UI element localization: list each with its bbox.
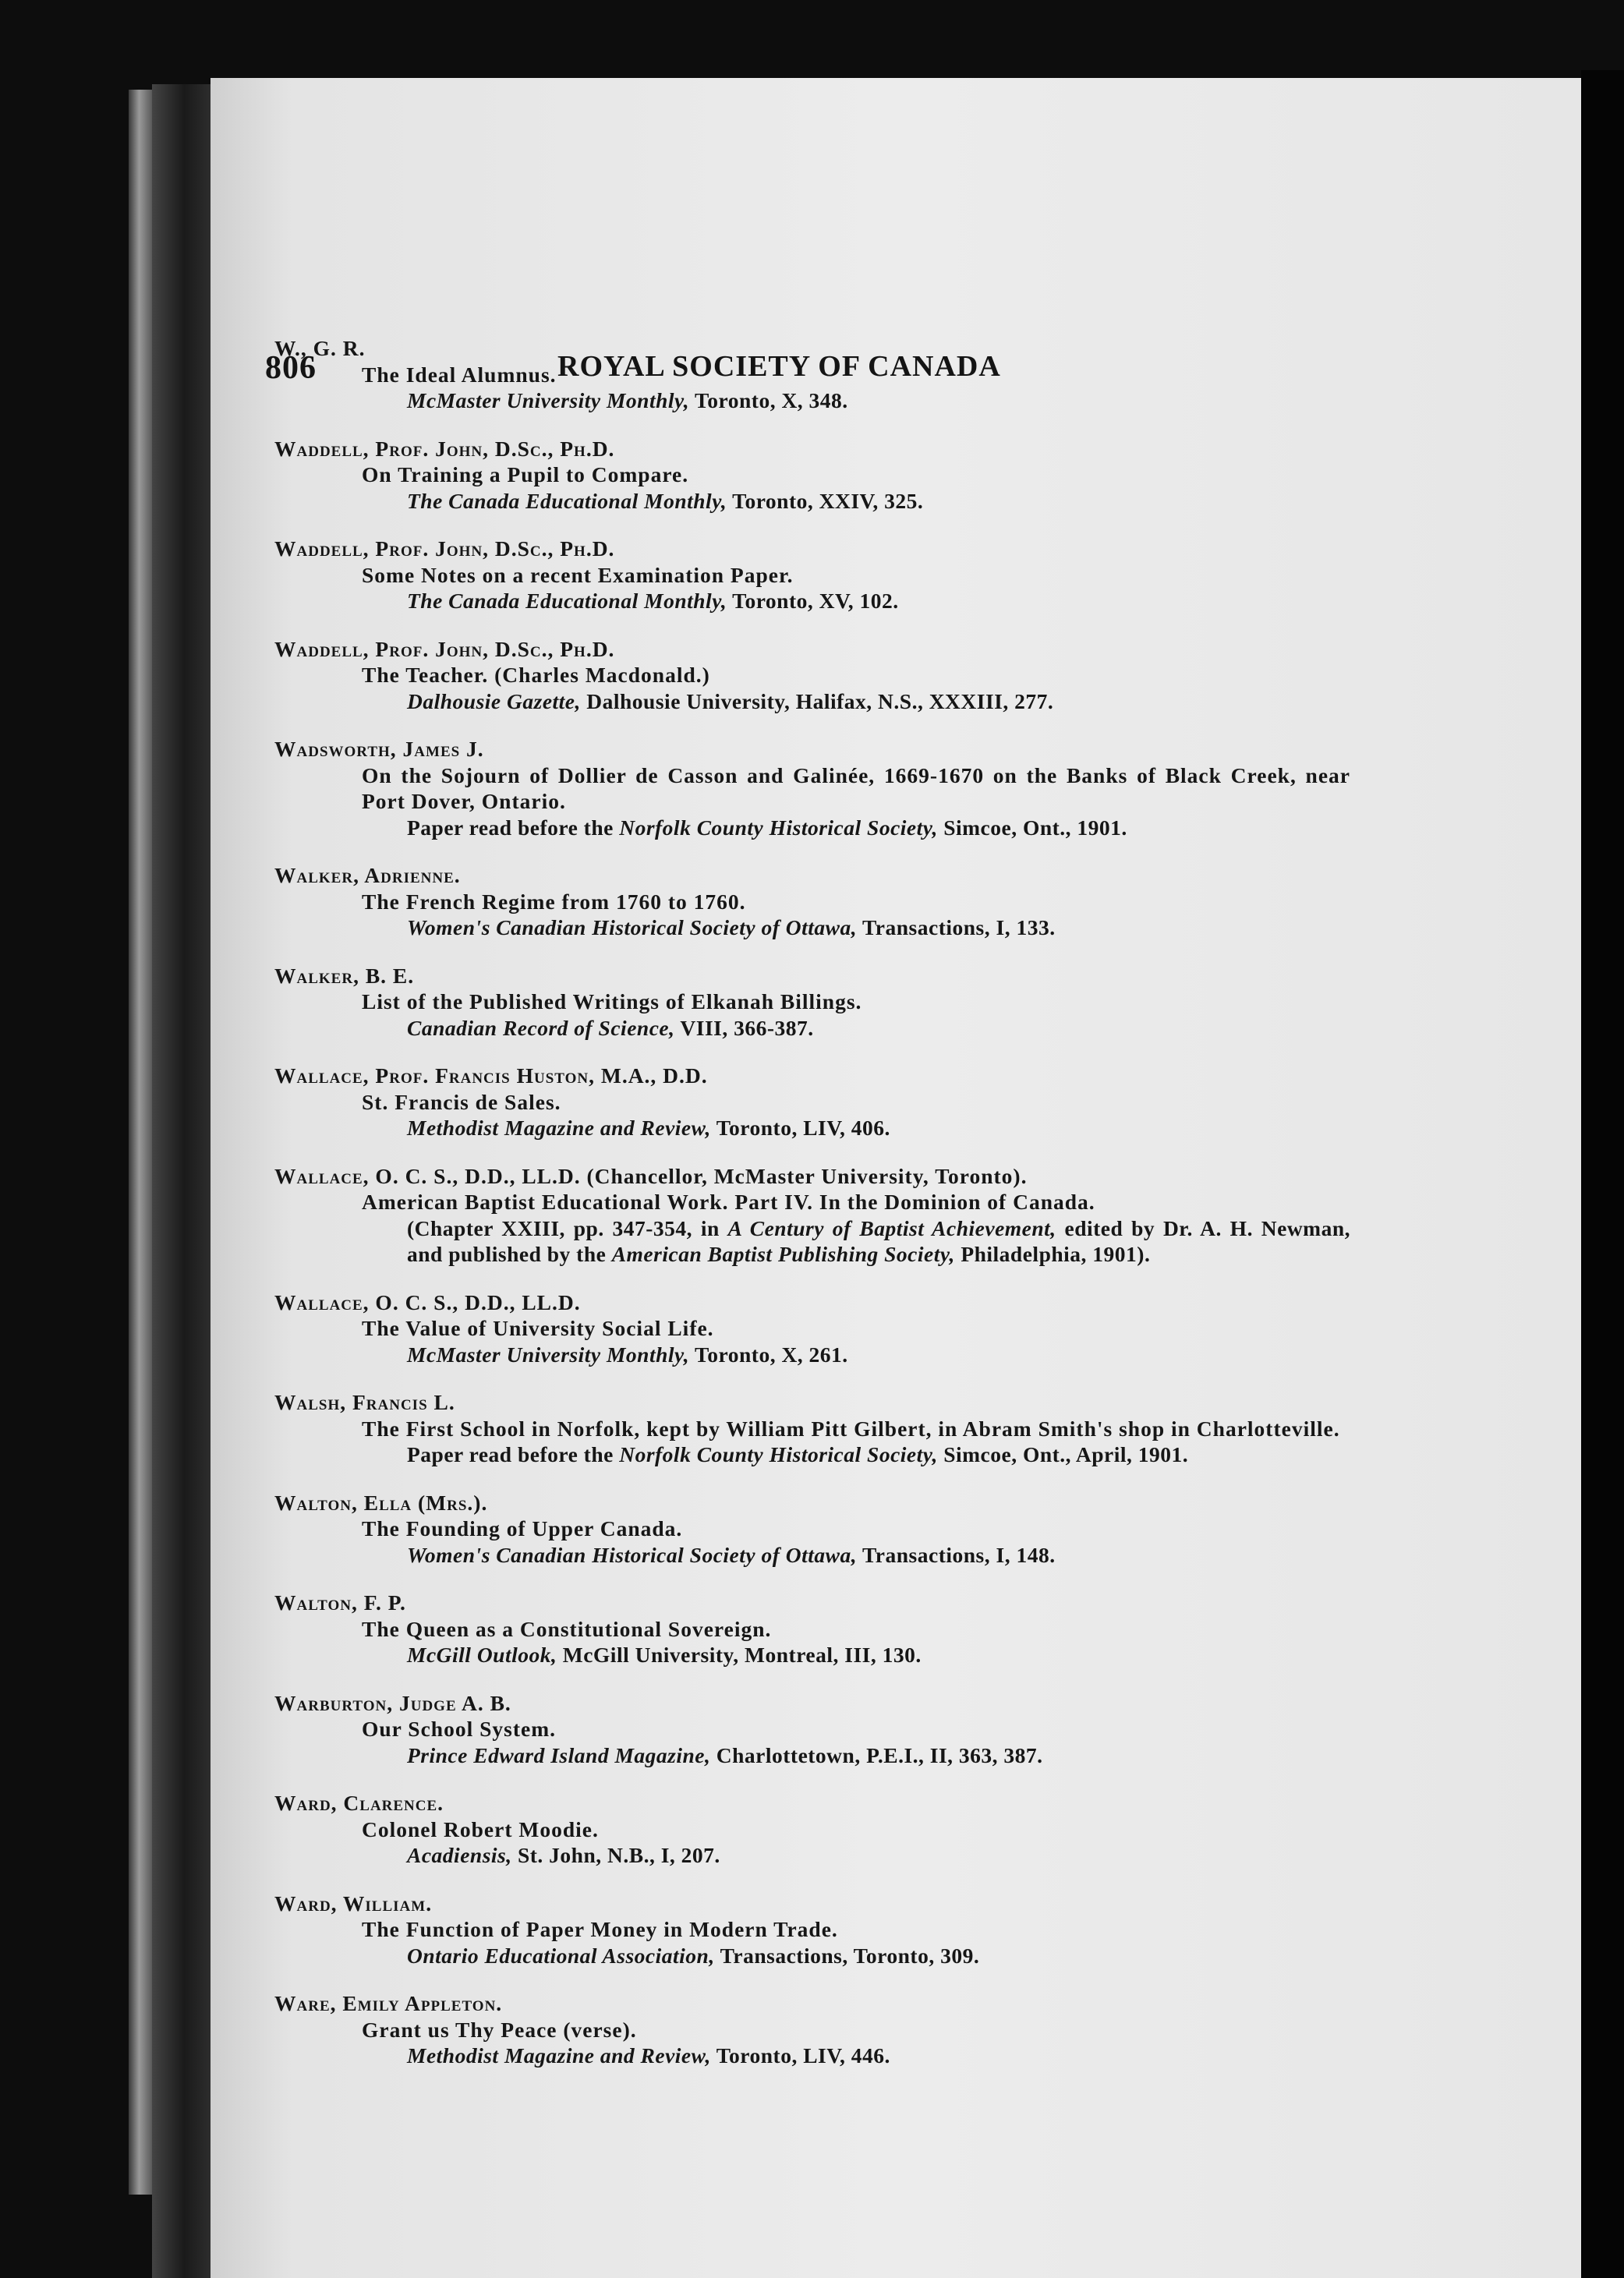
bibliography-entry bbox=[274, 1990, 1350, 2069]
bibliography-entry bbox=[274, 736, 1350, 840]
entry-title: The French Regime from 1760 to 1760. bbox=[362, 889, 746, 914]
bibliography-entry bbox=[274, 1163, 1350, 1268]
entry-source: Ontario Educational Association, Transactions, Toronto, 309. bbox=[407, 1943, 980, 1968]
entry-title: The Ideal Alumnus. bbox=[362, 362, 557, 387]
entry-title: The Founding of Upper Canada. bbox=[362, 1516, 683, 1540]
entry-source: Canadian Record of Science, VIII, 366-387. bbox=[407, 1015, 814, 1040]
entry-author: W., G. R. bbox=[274, 336, 366, 360]
entry-source: Acadiensis, St. John, N.B., I, 207. bbox=[407, 1843, 720, 1867]
bibliography-entry bbox=[274, 536, 1350, 614]
entry-source: Methodist Magazine and Review, Toronto, LIV, 406. bbox=[407, 1116, 890, 1140]
bibliography-entry bbox=[274, 1790, 1350, 1869]
entry-title: American Baptist Educational Work. Part IV. In the Dominion of Canada. bbox=[362, 1190, 1095, 1214]
entry-author: Wadsworth, James J. bbox=[274, 737, 484, 761]
entry-author: Waddell, Prof. John, D.Sc., Ph.D. bbox=[274, 536, 615, 561]
bibliography-entry bbox=[274, 1690, 1350, 1769]
entry-author: Wallace, O. C. S., D.D., LL.D. bbox=[274, 1289, 581, 1314]
entry-source: McMaster University Monthly, Toronto, X, 348. bbox=[407, 388, 848, 412]
bibliography-entry bbox=[274, 1389, 1350, 1468]
entry-title: List of the Published Writings of Elkanah Billings. bbox=[362, 989, 862, 1013]
running-head-title: ROYAL SOCIETY OF CANADA bbox=[557, 350, 1001, 383]
entry-author: Walsh, Francis L. bbox=[274, 1390, 455, 1414]
entry-author: Ward, William. bbox=[274, 1891, 433, 1915]
book-gutter-shadow bbox=[152, 84, 211, 2278]
entry-title: On Training a Pupil to Compare. bbox=[362, 462, 689, 486]
bibliography-entry bbox=[274, 636, 1350, 715]
entry-author: Walker, Adrienne. bbox=[274, 863, 461, 887]
book-page bbox=[211, 78, 1581, 2278]
entry-author: Walton, Ella (Mrs.). bbox=[274, 1490, 488, 1515]
entry-source: Women's Canadian Historical Society of Ottawa, Transactions, I, 148. bbox=[407, 1542, 1056, 1567]
entry-title: St. Francis de Sales. bbox=[362, 1089, 561, 1114]
bibliography-entry bbox=[274, 1590, 1350, 1668]
entry-source: Paper read before the Norfolk County Historical Society, Simcoe, Ont., April, 1901. bbox=[407, 1442, 1189, 1466]
bibliography-entry bbox=[274, 436, 1350, 515]
bibliography-entry bbox=[274, 1490, 1350, 1569]
entry-author: Wallace, Prof. Francis Huston, M.A., D.D. bbox=[274, 1063, 708, 1088]
bibliography-entry bbox=[274, 1289, 1350, 1368]
page-outer-edge bbox=[1581, 70, 1624, 2278]
bibliography-entry bbox=[274, 963, 1350, 1042]
entry-source: (Chapter XXIII, pp. 347-354, in A Century of Baptist Achievement, edited by Dr. A. H. Newman, and published by the American Baptist Publishing Society, Philadelphia, 1901). bbox=[407, 1215, 1351, 1266]
entry-source: Paper read before the Norfolk County Historical Society, Simcoe, Ont., 1901. bbox=[407, 815, 1127, 840]
entry-source: The Canada Educational Monthly, Toronto, XV, 102. bbox=[407, 589, 899, 613]
entry-author-note: (Chancellor, McMaster University, Toronto). bbox=[580, 1163, 1028, 1188]
entry-source: Methodist Magazine and Review, Toronto, LIV, 446. bbox=[407, 2043, 890, 2068]
entry-title: The Value of University Social Life. bbox=[362, 1316, 714, 1340]
bibliography-entry bbox=[274, 335, 1350, 414]
entry-source: McMaster University Monthly, Toronto, X, 261. bbox=[407, 1342, 848, 1367]
entry-author: Ware, Emily Appleton. bbox=[274, 1991, 503, 2015]
entry-title: Our School System. bbox=[362, 1717, 556, 1741]
bibliography-entry bbox=[274, 1891, 1350, 1969]
entry-title: Some Notes on a recent Examination Paper. bbox=[362, 562, 794, 587]
entry-title: Colonel Robert Moodie. bbox=[362, 1816, 599, 1841]
entry-author: Walker, B. E. bbox=[274, 963, 415, 988]
entry-author: Waddell, Prof. John, D.Sc., Ph.D. bbox=[274, 636, 615, 661]
entry-title: On the Sojourn of Dollier de Casson and Galinée, 1669-1670 on the Banks of Black Creek, near Port Dover, Ontario. bbox=[362, 762, 1350, 813]
entry-source: Prince Edward Island Magazine, Charlottetown, P.E.I., II, 363, 387. bbox=[407, 1742, 1043, 1767]
entry-author: Warburton, Judge A. B. bbox=[274, 1690, 511, 1715]
entry-author: Ward, Clarence. bbox=[274, 1791, 444, 1815]
book-spine-highlight bbox=[129, 90, 152, 2195]
entry-title: The Teacher. (Charles Macdonald.) bbox=[362, 663, 710, 687]
bibliography-entries bbox=[274, 335, 1350, 2091]
entry-author: Walton, F. P. bbox=[274, 1590, 406, 1615]
page-number: 806 bbox=[265, 350, 317, 386]
bibliography-entry bbox=[274, 1063, 1350, 1141]
entry-title: The Function of Paper Money in Modern Trade. bbox=[362, 1917, 838, 1941]
entry-title: Grant us Thy Peace (verse). bbox=[362, 2017, 637, 2042]
entry-title: The First School in Norfolk, kept by William Pitt Gilbert, in Abram Smith's shop in Charlotteville. bbox=[362, 1416, 1340, 1441]
entry-source: The Canada Educational Monthly, Toronto, XXIV, 325. bbox=[407, 488, 924, 513]
entry-source: McGill Outlook, McGill University, Montreal, III, 130. bbox=[407, 1643, 922, 1667]
entry-source: Women's Canadian Historical Society of Ottawa, Transactions, I, 133. bbox=[407, 915, 1056, 939]
entry-title: The Queen as a Constitutional Sovereign. bbox=[362, 1616, 772, 1641]
entry-author: Waddell, Prof. John, D.Sc., Ph.D. bbox=[274, 436, 615, 461]
entry-author: Wallace, O. C. S., D.D., LL.D. (Chancellor, McMaster University, Toronto). bbox=[274, 1163, 1028, 1188]
entry-source: Dalhousie Gazette, Dalhousie University, Halifax, N.S., XXXIII, 277. bbox=[407, 688, 1054, 713]
bibliography-entry bbox=[274, 862, 1350, 941]
